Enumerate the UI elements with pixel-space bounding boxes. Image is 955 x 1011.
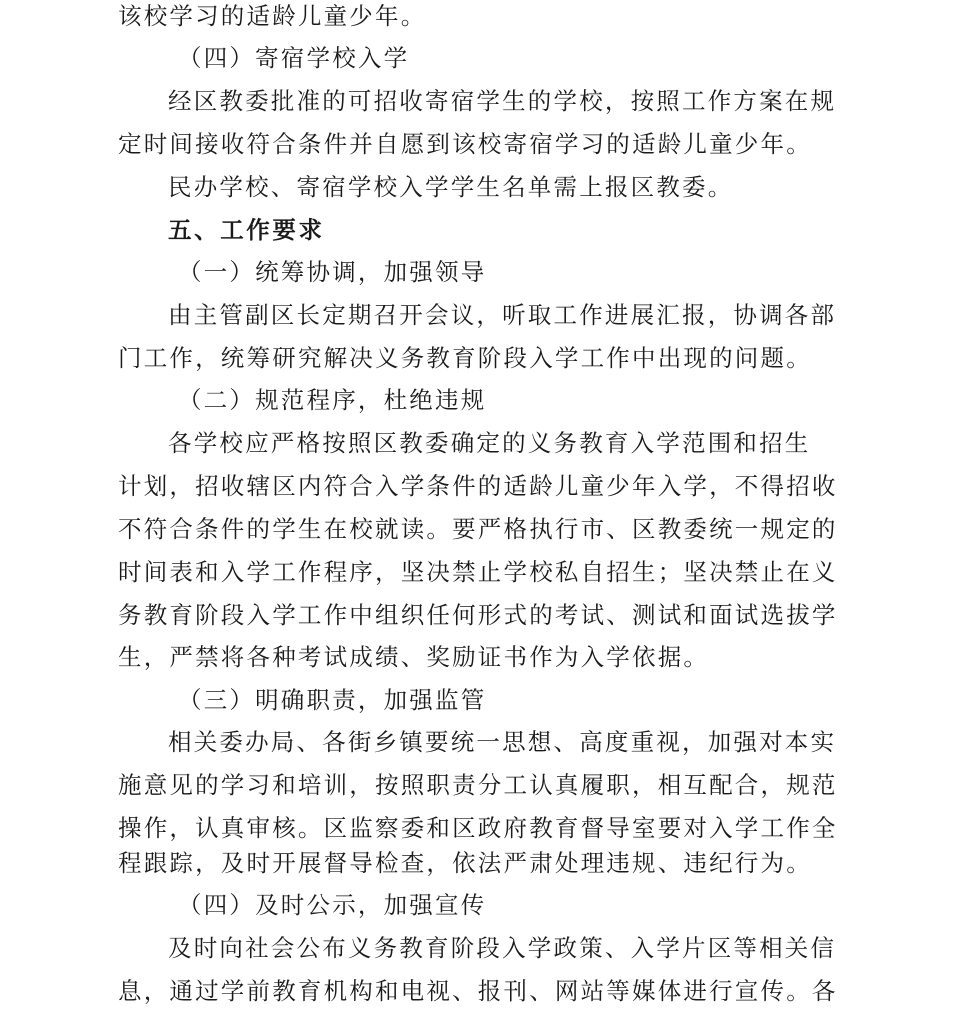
- subsection-heading: （一）统筹协调，加强领导: [178, 258, 487, 286]
- paragraph-line: 该校学习的适龄儿童少年。: [118, 2, 427, 30]
- section-heading: 五、工作要求: [168, 216, 325, 244]
- paragraph-line: 息，通过学前教育机构和电视、报刊、网站等媒体进行宣传。各: [118, 977, 838, 1005]
- paragraph-line: 程跟踪，及时开展督导检查，依法严肃处理违规、违纪行为。: [118, 849, 812, 877]
- paragraph-line: 操作，认真审核。区监察委和区政府教育督导室要对入学工作全: [118, 814, 838, 842]
- paragraph-line: 计划，招收辖区内符合入学条件的适龄儿童少年入学，不得招收: [118, 472, 838, 500]
- paragraph-line: 门工作，统筹研究解决义务教育阶段入学工作中出现的问题。: [118, 344, 812, 372]
- subsection-heading: （四）及时公示，加强宣传: [178, 891, 487, 919]
- subsection-heading: （三）明确职责，加强监管: [178, 686, 487, 714]
- paragraph-line: 生，严禁将各种考试成绩、奖励证书作为入学依据。: [118, 643, 710, 671]
- paragraph-line: 相关委办局、各街乡镇要统一思想、高度重视，加强对本实: [168, 728, 837, 756]
- paragraph-line: 及时向社会公布义务教育阶段入学政策、入学片区等相关信: [168, 934, 837, 962]
- paragraph-line: 务教育阶段入学工作中组织任何形式的考试、测试和面试选拔学: [118, 601, 838, 629]
- paragraph-line: 由主管副区长定期召开会议，听取工作进展汇报，协调各部: [168, 301, 837, 329]
- paragraph-line: 各学校应严格按照区教委确定的义务教育入学范围和招生: [168, 429, 811, 457]
- paragraph-line: 经区教委批准的可招收寄宿学生的学校，按照工作方案在规: [168, 87, 837, 115]
- paragraph-line: 民办学校、寄宿学校入学学生名单需上报区教委。: [168, 173, 734, 201]
- paragraph-line: 不符合条件的学生在校就读。要严格执行市、区教委统一规定的: [118, 515, 838, 543]
- subsection-heading: （二）规范程序，杜绝违规: [178, 386, 487, 414]
- paragraph-line: 定时间接收符合条件并自愿到该校寄宿学习的适龄儿童少年。: [118, 130, 812, 158]
- subsection-heading: （四）寄宿学校入学: [178, 44, 410, 72]
- paragraph-line: 施意见的学习和培训，按照职责分工认真履职，相互配合，规范: [118, 771, 838, 799]
- paragraph-line: 时间表和入学工作程序，坚决禁止学校私自招生；坚决禁止在义: [118, 558, 838, 586]
